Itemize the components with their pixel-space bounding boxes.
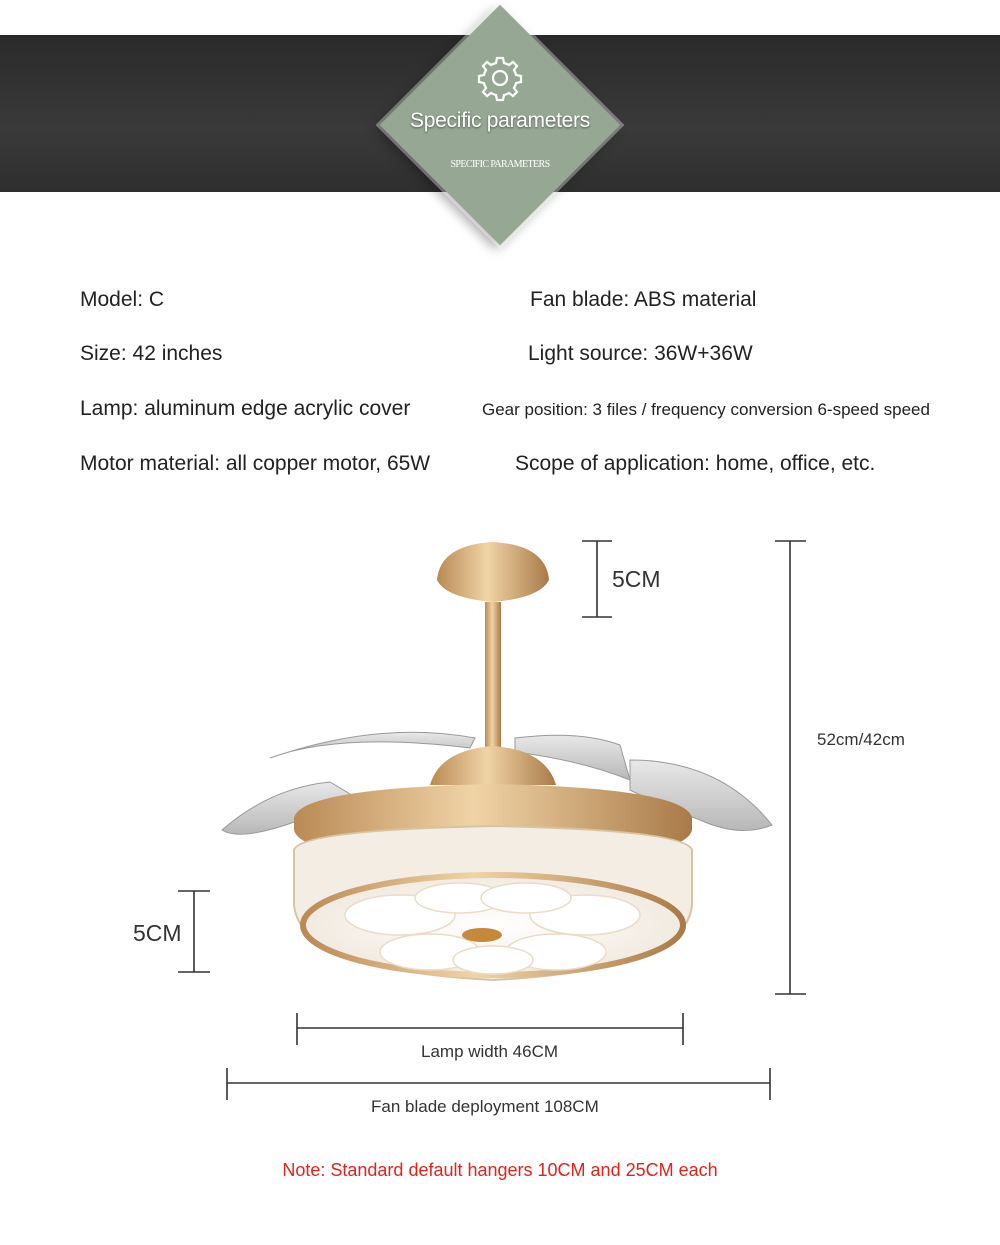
fan-downrod bbox=[485, 602, 501, 754]
fan-diagram bbox=[0, 520, 1000, 1110]
spec-gear-position: Gear position: 3 files / frequency conversion 6-speed speed bbox=[482, 400, 930, 419]
dim-canopy-label: 5CM bbox=[612, 566, 661, 592]
banner-subtitle: SPECIFIC PARAMETERS bbox=[450, 159, 550, 170]
fan-blade-left-top bbox=[270, 732, 475, 758]
spec-model: Model: C bbox=[80, 288, 165, 311]
dim-total-label: 52cm/42cm bbox=[817, 730, 905, 749]
spec-scope: Scope of application: home, office, etc. bbox=[515, 452, 876, 475]
dim-lamp-height-line bbox=[178, 891, 210, 972]
gear-icon bbox=[475, 53, 525, 103]
dim-canopy-line bbox=[582, 541, 612, 617]
fan-canopy bbox=[437, 542, 549, 602]
banner-title: Specific parameters bbox=[410, 109, 590, 132]
dim-lamp-width-label: Lamp width 46CM bbox=[421, 1042, 559, 1061]
dim-lamp-width-line bbox=[297, 1013, 683, 1045]
spec-motor: Motor material: all copper motor, 65W bbox=[80, 452, 431, 475]
spec-size: Size: 42 inches bbox=[80, 342, 223, 365]
spec-fan-blade: Fan blade: ABS material bbox=[530, 288, 757, 311]
spec-light-source: Light source: 36W+36W bbox=[528, 342, 753, 365]
dim-total-line bbox=[775, 541, 806, 994]
dim-blade-span-line bbox=[227, 1068, 770, 1100]
fan-center-cap bbox=[462, 928, 502, 942]
dim-lamp-height-label: 5CM bbox=[133, 920, 182, 946]
dim-blade-span-label: Fan blade deployment 108CM bbox=[371, 1097, 599, 1116]
hanger-note: Note: Standard default hangers 10CM and 25CM each bbox=[282, 1160, 718, 1180]
section-badge bbox=[380, 5, 620, 245]
spec-lamp: Lamp: aluminum edge acrylic cover bbox=[80, 397, 411, 420]
